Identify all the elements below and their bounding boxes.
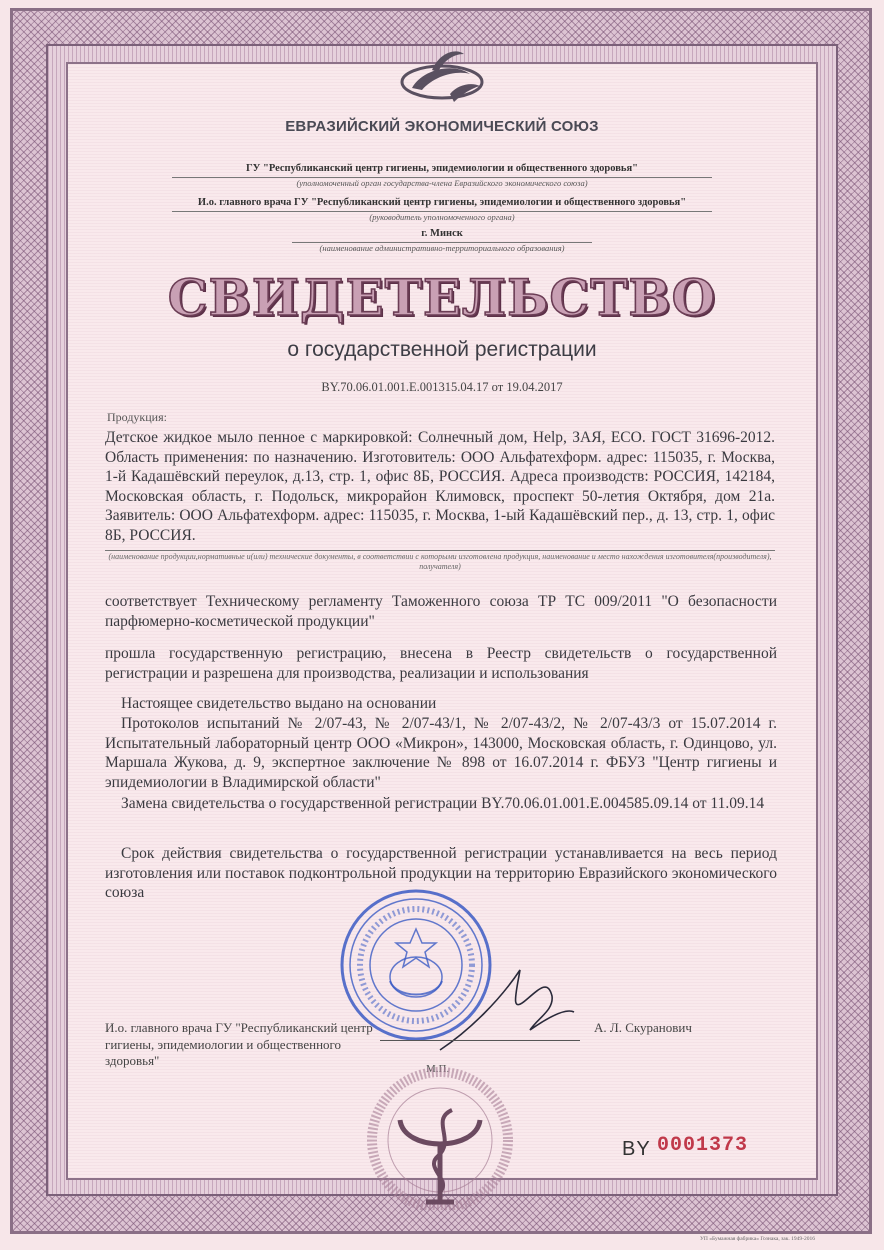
product-label: Продукция: <box>107 410 167 424</box>
head-name: И.о. главного врача ГУ "Республиканский центр гигиены, эпидемиологии и общественного здоровья" <box>197 197 687 208</box>
certificate-title: СВИДЕТЕЛЬСТВО <box>167 268 717 327</box>
authority-field <box>0 158 884 188</box>
product-note: (наименование продукции,нормативные и(или) технические документы, в соответствии с которыми изготовлена продукция, наименование и место нахождения изготовителя(производителя), получателя) <box>105 550 775 572</box>
authority-note: (уполномоченный орган государства-члена Евразийского экономического союза) <box>296 178 588 188</box>
head-field <box>0 192 884 222</box>
replacement-text: Замена свидетельства о государственной регистрации BY.70.06.01.001.E.004585.09.14 от 11.09.14 <box>121 795 765 812</box>
signatory-position: И.о. главного врача ГУ "Республиканский центр гигиены, эпидемиологии и общественного здоровья" <box>105 1020 373 1068</box>
bowl-of-hygieia-emblem-icon <box>360 1060 520 1215</box>
serial-number: 0001373 <box>657 1134 749 1157</box>
union-name: ЕВРАЗИЙСКИЙ ЭКОНОМИЧЕСКИЙ СОЮЗ <box>285 118 599 135</box>
basis-protocols: Протоколов испытаний № 2/07-43, № 2/07-43/1, № 2/07-43/2, № 2/07-43/3 от 15.07.2014 г. Испытательный лабораторный центр ООО «Микрон», 143000, Московская область, г. Одинцово, ул. Маршала Жукова, д. 9, экспертное заключение № 898 от 16.07.2014 г. ФБУЗ "Центр гигиены и эпидемиологии в Владимирской области" <box>105 715 777 791</box>
city-note: (наименование административно-территориального образования) <box>319 243 565 253</box>
signature-line <box>380 1040 580 1041</box>
registration-statement: прошла государственную регистрацию, внесена в Реестр свидетельств о государственной регистрации и разрешена для производства, реализации и использования <box>105 645 777 682</box>
authority-name: ГУ "Республиканский центр гигиены, эпидемиологии и общественного здоровья" <box>245 163 638 174</box>
city-name: г. Минск <box>421 228 463 239</box>
certificate-subtitle: о государственной регистрации <box>287 338 597 361</box>
product-description: Детское жидкое мыло пенное с маркировкой: Солнечный дом, Help, ЗАЯ, ECO. ГОСТ 31696-2012. Область применения: по назначению. Изготовитель: ООО Альфатехформ. адрес: 115035, г. Москва, 1-й Кадашёвский переулок, д.13, стр. 1, офис 8Б, РОССИЯ. Адреса производств: РОССИЯ, 142184, Московская область, г. Подольск, микрорайон Климовск, проспект 50-летия Октября, дом 21а. Заявитель: ООО Альфатехформ. адрес: 115035, г. Москва, 1-ый Кадашёвский пер., д. 13, стр. 1, офис 8Б, РОССИЯ. <box>105 429 775 544</box>
head-note: (руководитель уполномоченного органа) <box>369 212 515 222</box>
serial-prefix: BY <box>622 1138 651 1160</box>
conformity-text: соответствует Техническому регламенту Таможенного союза ТР ТС 009/2011 "О безопасности парфюмерно-косметической продукции" <box>105 593 777 630</box>
basis-intro: Настоящее свидетельство выдано на основании <box>121 695 437 712</box>
city-field <box>0 223 884 253</box>
registration-number: BY.70.06.01.001.E.001315.04.17 от 19.04.2017 <box>321 380 563 394</box>
signatory-name: А. Л. Скуранович <box>594 1020 692 1035</box>
eaeu-logo-icon <box>392 40 492 117</box>
handwritten-signature <box>430 960 580 1065</box>
printer-imprint: УП «Бумажная фабрика» Гознака, зак. 1949-2016 <box>700 1236 815 1242</box>
validity-text: Срок действия свидетельства о государственной регистрации устанавливается на весь период изготовления или поставок подконтрольной продукции на территорию Евразийского экономического союза <box>105 845 777 901</box>
seal-mark: М.П. <box>426 1063 450 1075</box>
